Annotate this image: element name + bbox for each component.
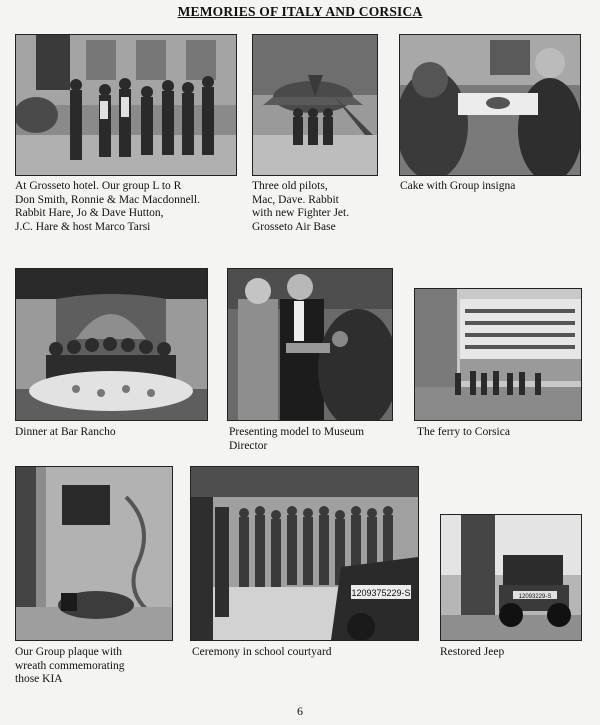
caption-grosseto-hotel: At Grosseto hotel. Our group L to R Don Smith, Ronnie & Mac Macdonnell. Rabbit Hare, Jo & Dave Hutton, J.C. Hare & host Marco Tarsi xyxy=(15,180,200,233)
photo-plaque xyxy=(15,466,173,641)
photo-presenting-model xyxy=(227,268,393,421)
jeep-plate: 12093229-S xyxy=(518,594,552,600)
photo-three-old-pilots xyxy=(252,34,378,176)
caption-ferry: The ferry to Corsica xyxy=(417,426,510,438)
caption-dinner: Dinner at Bar Rancho xyxy=(15,426,116,438)
caption-cake: Cake with Group insigna xyxy=(400,180,516,192)
caption-three-old-pilots: Three old pilots, Mac, Dave. Rabbit with new Fighter Jet. Grosseto Air Base xyxy=(252,180,350,233)
page-number: 6 xyxy=(297,704,303,718)
photo-cake xyxy=(399,34,581,176)
photo-jeep xyxy=(440,514,582,641)
photo-dinner xyxy=(15,268,208,421)
ceremony-jeep-plate: 1209375229-S xyxy=(351,588,411,598)
page-title: MEMORIES OF ITALY AND CORSICA xyxy=(177,4,423,19)
caption-ceremony: Ceremony in school courtyard xyxy=(192,646,332,658)
caption-presenting-model: Presenting model to Museum Director xyxy=(229,426,365,452)
caption-jeep: Restored Jeep xyxy=(440,646,505,658)
photo-grosseto-hotel xyxy=(15,34,237,176)
caption-plaque: Our Group plaque with wreath commemorating those KIA xyxy=(15,646,125,685)
photo-ferry xyxy=(414,288,582,421)
photo-ceremony xyxy=(190,466,419,641)
